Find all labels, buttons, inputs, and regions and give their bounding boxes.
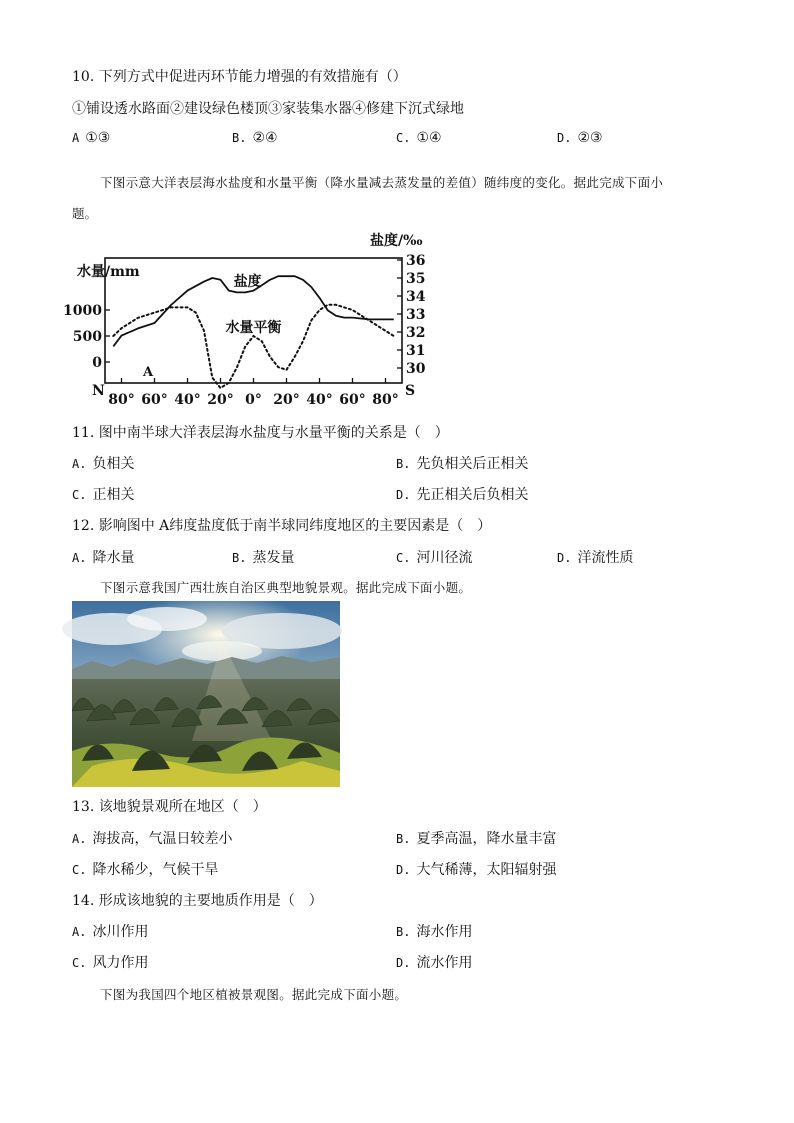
option-key: D. [557, 131, 572, 145]
q12-stem: 12. 影响图中 A纬度盐度低于南半球同纬度地区的主要因素是（ ） [72, 518, 492, 534]
option-text: 冰川作用 [92, 924, 149, 940]
option-text: 海拔高，气温日较差小 [92, 831, 233, 847]
x-axis-tick-label: 80° [372, 392, 399, 408]
left-axis-tick-label: 500 [72, 329, 102, 345]
q14-option-c[interactable] [72, 952, 148, 972]
q10-option-c[interactable] [396, 130, 442, 146]
salinity-series-label: 盐度 [233, 274, 262, 290]
x-axis-tick-label: 0° [245, 392, 262, 408]
x-axis-tick-label: 80° [108, 392, 135, 408]
right-axis-tick-label: 35 [406, 271, 426, 287]
x-axis-tick-label: 60° [141, 392, 168, 408]
option-key: A. [72, 551, 87, 565]
option-key: C. [72, 488, 87, 502]
option-key: D. [396, 488, 411, 502]
option-key: A [72, 131, 80, 145]
option-text: 先负相关后正相关 [416, 456, 529, 472]
option-key: B. [396, 457, 411, 471]
q13-option-b[interactable] [396, 828, 556, 848]
option-text: 流水作用 [416, 955, 473, 971]
option-text: 先正相关后负相关 [416, 487, 529, 503]
q11-option-a[interactable] [72, 453, 134, 473]
q10-statement: ①铺设透水路面②建设绿色楼顶③家装集水器④修建下沉式绿地 [72, 101, 464, 117]
option-key: C. [72, 956, 87, 970]
q10-stem: 10. 下列方式中促进丙环节能力增强的有效措施有（） [72, 69, 407, 85]
q12-option-c[interactable] [396, 547, 472, 567]
option-text: 河川径流 [416, 550, 473, 566]
q14-stem: 14. 形成该地貌的主要地质作用是（ ） [72, 893, 323, 909]
left-axis-tick-label: 1000 [63, 303, 102, 319]
option-text: ②③ [577, 130, 603, 146]
right-axis-tick-label: 31 [406, 343, 426, 359]
option-text: 蒸发量 [252, 550, 295, 566]
right-axis-tick-label: 30 [406, 361, 426, 377]
option-text: ②④ [252, 130, 278, 146]
q14-option-b[interactable] [396, 921, 472, 941]
q12-option-b[interactable] [232, 547, 294, 567]
option-text: 降水稀少，气候干旱 [92, 862, 219, 878]
option-key: D. [396, 956, 411, 970]
q10-option-a[interactable] [72, 130, 110, 146]
intro-text-landform: 下图示意我国广西壮族自治区典型地貌景观。据此完成下面小题。 [100, 580, 472, 595]
q11-option-b[interactable] [396, 453, 528, 473]
option-key: D. [557, 551, 572, 565]
q11-option-d[interactable] [396, 484, 528, 504]
right-axis-tick-label: 36 [406, 253, 426, 269]
intro-text-vegetation: 下图为我国四个地区植被景观图。据此完成下面小题。 [100, 987, 408, 1002]
option-text: 正相关 [92, 487, 135, 503]
x-axis-south-label: S [405, 383, 416, 399]
q13-option-d[interactable] [396, 859, 556, 879]
option-text: 负相关 [92, 456, 135, 472]
salinity-water-balance-chart [63, 228, 432, 413]
option-key: B. [232, 131, 247, 145]
x-axis-tick-label: 20° [273, 392, 300, 408]
water-balance-series-label: 水量平衡 [225, 320, 282, 336]
q13-option-a[interactable] [72, 828, 232, 848]
left-axis-tick-label: 0 [92, 355, 102, 371]
option-text: 风力作用 [92, 955, 149, 971]
intro-text-salinity: 下图示意大洋表层海水盐度和水量平衡（降水量减去蒸发量的差值）随纬度的变化。据此完成下面小 [100, 175, 664, 190]
q11-stem: 11. 图中南半球大洋表层海水盐度与水量平衡的关系是（ ） [72, 425, 449, 441]
option-text: 洋流性质 [577, 550, 634, 566]
option-key: B. [396, 925, 411, 939]
q12-option-a[interactable] [72, 547, 134, 567]
q14-option-a[interactable] [72, 921, 148, 941]
x-axis-tick-label: 20° [207, 392, 234, 408]
right-axis-tick-label: 32 [406, 325, 426, 341]
q13-stem: 13. 该地貌景观所在地区（ ） [72, 799, 267, 815]
option-key: A. [72, 925, 87, 939]
point-a-label: A [142, 365, 154, 380]
right-axis-tick-label: 34 [406, 289, 426, 305]
x-axis-tick-label: 40° [306, 392, 333, 408]
left-axis-title: 水量/mm [77, 264, 140, 280]
option-text: 降水量 [92, 550, 135, 566]
q10-option-d[interactable] [557, 130, 603, 146]
q10-option-b[interactable] [232, 130, 278, 146]
q11-option-c[interactable] [72, 484, 134, 504]
intro-text-salinity-cont: 题。 [72, 206, 98, 221]
option-key: C. [396, 551, 411, 565]
option-key: B. [232, 551, 247, 565]
option-key: D. [396, 863, 411, 877]
q12-option-d[interactable] [557, 547, 633, 567]
option-text: 夏季高温，降水量丰富 [416, 831, 557, 847]
option-text: 大气稀薄，太阳辐射强 [416, 862, 557, 878]
option-text: ①④ [416, 130, 442, 146]
x-axis-tick-label: 60° [339, 392, 366, 408]
option-text: 海水作用 [416, 924, 473, 940]
option-key: A. [72, 457, 87, 471]
q14-option-d[interactable] [396, 952, 472, 972]
right-axis-title: 盐度/‰ [370, 233, 423, 249]
x-axis-north-label: N [92, 383, 105, 399]
q13-option-c[interactable] [72, 859, 218, 879]
option-key: C. [72, 863, 87, 877]
option-key: B. [396, 832, 411, 846]
x-axis-tick-label: 40° [174, 392, 201, 408]
option-key: A. [72, 832, 87, 846]
option-text: ①③ [85, 130, 111, 146]
option-key: C. [396, 131, 411, 145]
right-axis-tick-label: 33 [406, 307, 426, 323]
karst-landscape-photo [72, 601, 340, 787]
